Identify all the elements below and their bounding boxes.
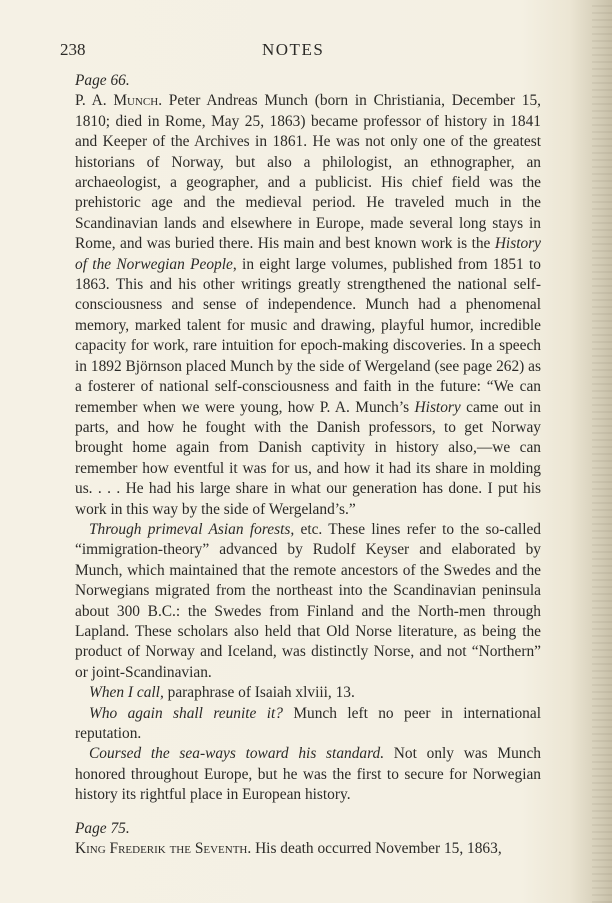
work-title: History xyxy=(414,398,461,416)
entry-head: P. A. Munch. xyxy=(75,92,163,110)
page-content xyxy=(60,40,542,859)
running-header xyxy=(60,40,541,68)
entry-head: King Frederik the Seventh. xyxy=(75,840,252,858)
page-reference: Page 66. xyxy=(75,72,130,89)
note-phrase: Coursed the sea-ways toward his standard. xyxy=(89,745,385,763)
note-text: paraphrase of Isaiah xlviii, 13. xyxy=(163,684,355,702)
work-title: History of the Norwegian People xyxy=(75,235,541,273)
note-paragraph xyxy=(75,520,541,683)
note-text: etc. These lines refer to the so-called “immigration-theory” advanced by Rudolf Keyser and elaborated by Munch, which maintained that the remote ancestors of the Swedes and the Norwegians migrated from the northeast into the Scandinavian peninsula about 300 B.C.: the Swedes from Finland and the North-men through Lapland. These scholars also held that Old Norse literature, as being the product of Norway and Iceland, was distinctly Norse, and not “Northern” or joint-Scandinavian. xyxy=(75,520,542,681)
note-text: Not only was Munch honored throughout Europe, but he was the first to secure for Norwegian history its rightful place in European history. xyxy=(75,745,541,804)
page-edge xyxy=(592,0,612,903)
section-gap xyxy=(75,806,541,819)
entry-text: Peter Andreas Munch (born in Christiania, December 15, 1810; died in Rome, May 25, 1863) became professor of history in 1841 and Keeper of the Archives in 1861. He was not only one of the greatest historians of Norway, but also a philologist, an ethnographer, an archaeologist, a geographer, and a publicist. His chief field was the prehistoric age and the medieval period. He traveled much in the Scandinavian lands and elsewhere in Europe, made several long stays in Rome, and was buried there. His main and best known work is the xyxy=(75,92,541,253)
entry-text: , in eight large volumes, published from 1851 to 1863. This and his other writings greatly strengthened the national self-consciousness and sense of independence. Munch had a phenomenal memory, marked talent for music and drawing, playful humor, incredible capacity for work, rare intuition for epoch-making discoveries. In a speech in 1892 Björnson placed Munch by the side of Wergeland (see page 262) as a fosterer of national self-consciousness and faith in the future: “We can remember when we were young, how P. A. Munch’s xyxy=(75,255,541,416)
note-phrase: Through primeval Asian forests, xyxy=(89,520,295,538)
entry-paragraph xyxy=(75,839,541,859)
entry-paragraph xyxy=(75,91,541,520)
note-phrase: Who again shall reunite it? xyxy=(89,704,283,722)
page-reference: Page 75. xyxy=(75,819,130,837)
running-title: NOTES xyxy=(262,40,325,59)
note-paragraph xyxy=(75,744,541,805)
entry-text: His death occurred November 15, 1863, xyxy=(251,840,502,858)
page-number: 238 xyxy=(60,40,86,59)
entry-text: came out in parts, and how he fought with the Danish professors, to get Norway brought home again from Danish captivity in history also,—we can remember how eventful it was for us, and how it had its share in molding us. . . . He had his large share in what our generation has done. I put his work in this way by the side of Wergeland’s.” xyxy=(75,398,541,518)
note-phrase: When I call, xyxy=(89,684,164,702)
note-paragraph xyxy=(75,704,541,745)
note-text: Munch left no peer in international reputation. xyxy=(75,704,541,742)
note-paragraph xyxy=(75,683,541,703)
